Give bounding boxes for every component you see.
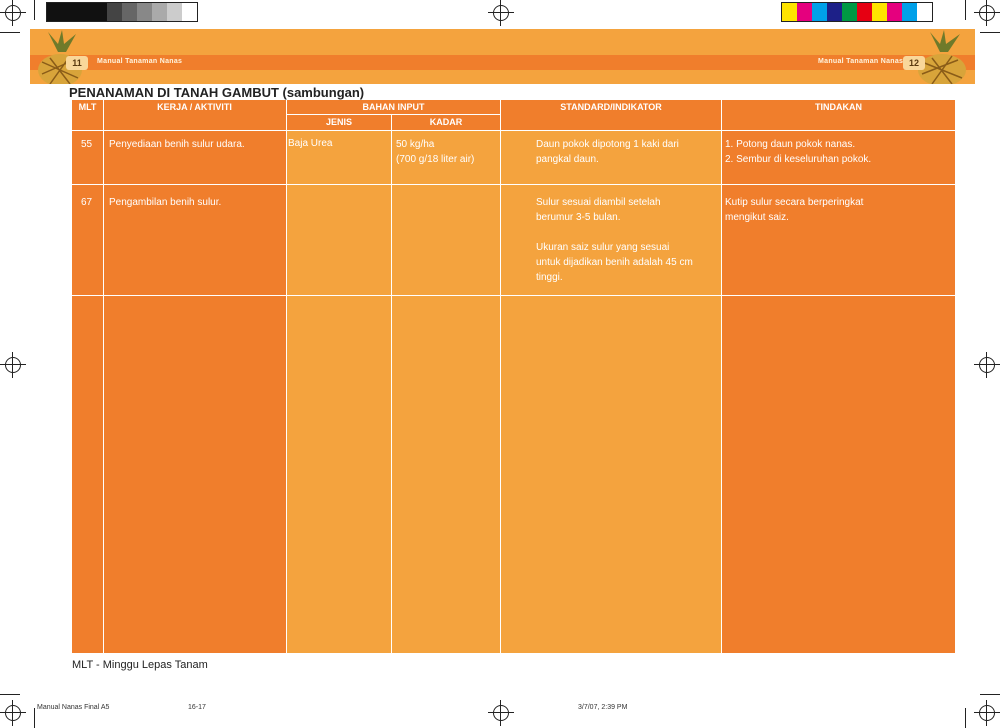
page-title: PENANAMAN DI TANAH GAMBUT (sambungan)	[69, 85, 365, 100]
crop-mark	[980, 32, 1000, 33]
crop-mark	[0, 694, 20, 695]
color-swatch	[872, 3, 887, 21]
color-swatch	[902, 3, 917, 21]
crop-mark	[980, 694, 1000, 695]
row1-tindakan-2: 2. Sembur di keseluruhan pokok.	[725, 154, 872, 165]
registration-mark-icon	[488, 700, 514, 726]
color-swatch	[812, 3, 827, 21]
color-swatch	[122, 3, 137, 21]
crop-mark	[34, 708, 35, 728]
registration-mark-icon	[974, 700, 1000, 726]
header-tindakan: TINDAKAN	[815, 102, 862, 112]
registration-mark-icon	[488, 0, 514, 26]
grid-line	[286, 100, 287, 653]
color-swatch	[167, 3, 182, 21]
color-swatch	[842, 3, 857, 21]
row2-tindakan-1: Kutip sulur secara berperingkat	[725, 197, 864, 208]
crop-mark	[965, 708, 966, 728]
running-head-left: Manual Tanaman Nanas	[97, 58, 183, 65]
color-swatch	[62, 3, 77, 21]
row1-kerja: Penyediaan benih sulur udara.	[109, 139, 245, 150]
color-swatch	[857, 3, 872, 21]
row1-standard-2: pangkal daun.	[536, 154, 599, 165]
running-head-right: Manual Tanaman Nanas	[818, 58, 904, 65]
row2-standard-1: Sulur sesuai diambil setelah	[536, 197, 661, 208]
grayscale-control-bar	[46, 2, 198, 22]
color-swatch	[182, 3, 197, 21]
header-bahan-input: BAHAN INPUT	[362, 102, 425, 112]
row2-standard-4: Ukuran saiz sulur yang sesuai	[536, 242, 670, 253]
color-swatch	[92, 3, 107, 21]
color-swatch	[797, 3, 812, 21]
color-swatch	[77, 3, 92, 21]
page-number-right: 12	[903, 56, 925, 70]
slug-filename: Manual Nanas Final A5	[37, 704, 110, 711]
row2-standard-6: tinggi.	[536, 272, 563, 283]
registration-mark-icon	[0, 700, 26, 726]
slug-pages: 16-17	[188, 704, 206, 711]
row1-standard-1: Daun pokok dipotong 1 kaki dari	[536, 139, 679, 150]
grid-line	[287, 114, 500, 115]
header-kadar: KADAR	[429, 117, 463, 127]
row1-mlt: 55	[81, 139, 93, 150]
color-swatch	[137, 3, 152, 21]
color-control-bar	[781, 2, 933, 22]
row2-kerja: Pengambilan benih sulur.	[109, 197, 222, 208]
row2-standard-5: untuk dijadikan benih adalah 45 cm	[536, 257, 693, 268]
crop-mark	[0, 32, 20, 33]
row2-tindakan-2: mengikut saiz.	[725, 212, 789, 223]
grid-line	[500, 100, 501, 653]
registration-mark-icon	[0, 0, 26, 26]
grid-line	[72, 295, 955, 296]
grid-line	[72, 130, 955, 131]
registration-mark-icon	[974, 0, 1000, 26]
color-swatch	[827, 3, 842, 21]
column-bahan-input	[287, 130, 500, 653]
registration-mark-icon	[0, 352, 26, 378]
row2-mlt: 67	[81, 197, 93, 208]
row2-standard-2: berumur 3-5 bulan.	[536, 212, 621, 223]
activity-table	[72, 100, 955, 653]
registration-mark-icon	[974, 352, 1000, 378]
footnote: MLT - Minggu Lepas Tanam	[72, 659, 208, 671]
grid-line	[391, 115, 392, 653]
color-swatch	[917, 3, 932, 21]
header-standard: STANDARD/INDIKATOR	[560, 102, 662, 112]
header-jenis: JENIS	[325, 117, 352, 127]
color-swatch	[782, 3, 797, 21]
color-swatch	[107, 3, 122, 21]
slug-datetime: 3/7/07, 2:39 PM	[578, 704, 628, 711]
crop-mark	[34, 0, 35, 20]
row1-tindakan-1: 1. Potong daun pokok nanas.	[725, 139, 856, 150]
grid-line	[721, 100, 722, 653]
grid-line	[103, 100, 104, 653]
row1-kadar-1: 50 kg/ha	[396, 139, 435, 150]
color-swatch	[887, 3, 902, 21]
color-swatch	[47, 3, 62, 21]
grid-line	[72, 184, 955, 185]
row1-kadar-2: (700 g/18 liter air)	[396, 154, 475, 165]
header-kerja: KERJA / AKTIVITI	[103, 100, 286, 130]
crop-mark	[965, 0, 966, 20]
row1-jenis: Baja Urea	[288, 138, 333, 149]
header-mlt: MLT	[72, 100, 103, 130]
color-swatch	[152, 3, 167, 21]
page-number-left: 11	[66, 56, 88, 70]
